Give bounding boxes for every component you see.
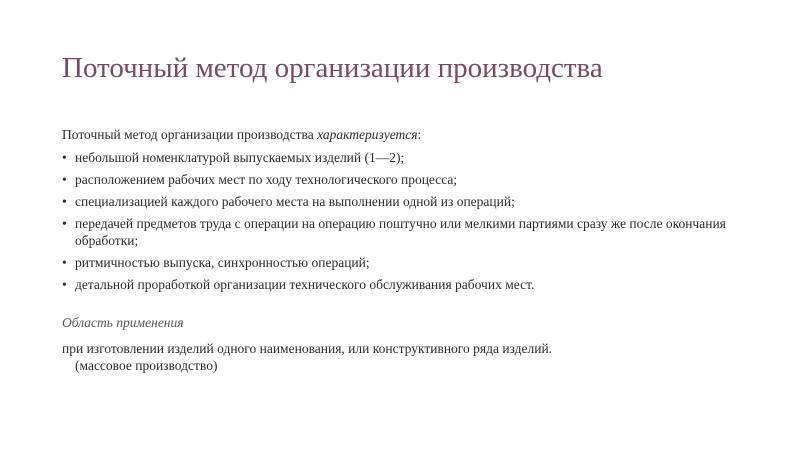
list-item-text: ритмичностью выпуска, синхронностью операций; [75, 255, 370, 270]
list-item [62, 193, 752, 210]
list-item-text: небольшой номенклатурой выпускаемых изделий (1—2); [75, 150, 405, 165]
list-item [62, 215, 752, 249]
bullet-icon: • [62, 172, 67, 187]
list-item-text: расположением рабочих мест по ходу технологического процесса; [75, 172, 458, 187]
bullet-icon: • [62, 255, 67, 270]
slide-body [62, 126, 752, 374]
application-area-line: при изготовлении изделий одного наименования, или конструктивного ряда изделий. [62, 341, 553, 356]
list-item-text: передачей предметов труда с операции на операцию поштучно или мелкими партиями сразу же после окончания обработки; [75, 216, 726, 248]
bullet-icon: • [62, 194, 67, 209]
bullet-icon: • [62, 277, 67, 292]
slide-title: Поточный метод организации производства [62, 52, 603, 84]
list-item [62, 171, 752, 188]
list-item [62, 276, 752, 293]
list-item [62, 254, 752, 271]
intro-colon: : [417, 127, 422, 142]
application-area-text [62, 340, 752, 374]
intro-paragraph [62, 126, 752, 143]
application-area-heading: Область применения [62, 315, 184, 330]
list-item [62, 149, 752, 166]
bullet-icon: • [62, 150, 67, 165]
list-item-text: специализацией каждого рабочего места на выполнении одной из операций; [75, 194, 515, 209]
intro-text: Поточный метод организации производства [62, 127, 318, 142]
application-area-note: (массовое производство) [75, 358, 218, 373]
list-item-text: детальной проработкой организации технического обслуживания рабочих мест. [75, 277, 535, 292]
bullet-list [62, 149, 752, 293]
intro-italic-text: характеризуется [317, 127, 418, 142]
bullet-icon: • [62, 216, 67, 231]
